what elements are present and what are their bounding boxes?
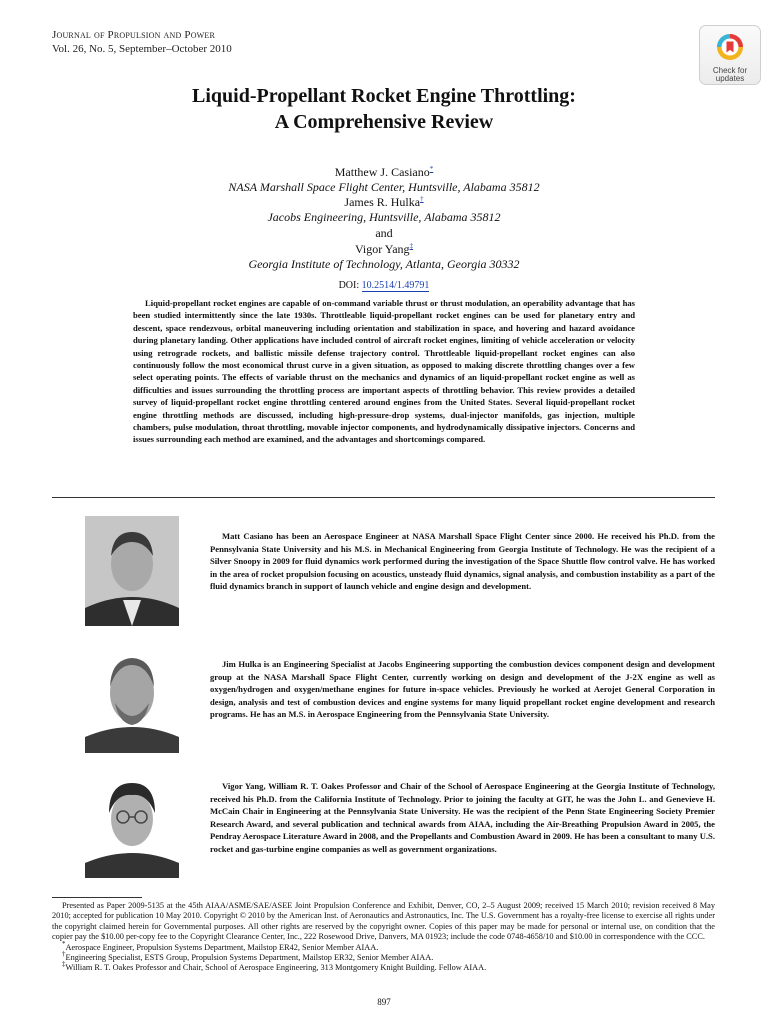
journal-name: Journal of Propulsion and Power [52,29,216,41]
divider [52,497,715,498]
crossmark-icon [715,32,745,62]
author-name-1: Matthew J. Casiano* [334,165,434,179]
title-line2: A Comprehensive Review [274,111,494,133]
journal-volume: Vol. 26, No. 5, September–October 2010 [52,43,232,55]
author-photo-casiano [85,516,179,626]
doi-label: DOI: [338,280,362,291]
footnote-1: *Aerospace Engineer, Propulsion Systems Department, Mailstop ER42, Senior Member AIAA. [62,939,379,952]
author-mark-3[interactable]: ‡ [409,242,414,250]
bio-hulka: Jim Hulka is an Engineering Specialist at Jacobs Engineering supporting the combustion devices component design and development group at the NASA Marshall Space Flight Center, currently working on design and development of the J-2X engine as well as oxygen/hydrogen and oxygen/methane engines for future in-space vehicles. Previously he worked at Aerojet General Corporation in design, analysis and test of combustion devices and engine systems for many liquid propellant rocket engine development and research programs. He has an M.S. in Aerospace Engineering from the Pennsylvania State University. [210,659,715,720]
title-line1: Liquid-Propellant Rocket Engine Throttling: [192,85,576,107]
badge-line2: updates [715,74,745,83]
check-for-updates-badge[interactable] [699,25,761,85]
footnote-2: †Engineering Specialist, ESTS Group, Propulsion Systems Department, Mailstop ER32, Senior Member AIAA. [62,950,434,963]
author-name-3: Vigor Yang‡ [354,242,414,256]
doi-line [0,278,768,293]
bio-casiano: Matt Casiano has been an Aerospace Engineer at NASA Marshall Space Flight Center since 2000. He received his Ph.D. from the Pennsylvania State University and his M.S. in Mechanical Engineering from Georgia Institute of Technology. He was the recipient of a Silver Snoopy in 2009 for fluid dynamics work performed during the investigation of the Space Shuttle flow control valve. He has worked in the area of rocket propulsion focusing on acoustics, unsteady fluid dynamics, signal analysis, and combustion instability as a part of the fluid dynamics branch in support of launch vehicle and engine design and development. [210,531,715,592]
author-name-2: James R. Hulka† [344,195,424,209]
footnote-divider [52,897,142,898]
author-photo-hulka [85,643,179,753]
author-photo-yang [85,769,179,878]
author-affiliation-3: Georgia Institute of Technology, Atlanta, Georgia 30332 [248,257,520,271]
journal-header [52,28,232,56]
author-affiliation-2: Jacobs Engineering, Huntsville, Alabama 35812 [267,210,501,224]
footnote-3: ‡William R. T. Oakes Professor and Chair, School of Aerospace Engineering, 313 Montgomery Knight Building. Fellow AIAA. [62,960,487,973]
footnotes [52,901,715,974]
paper-title [0,83,768,135]
author-affiliation-1: NASA Marshall Space Flight Center, Huntsville, Alabama 35812 [228,180,540,194]
author-mark-1[interactable]: * [429,165,434,173]
footnote-presented: Presented as Paper 2009-5135 at the 45th AIAA/ASME/SAE/ASEE Joint Propulsion Conference and Exhibit, Denver, CO, 2–5 August 2009; received 15 March 2010; revision received 8 May 2010; accepted for publication 10 May 2010. Copyright © 2010 by the American Inst. of Aeronautics and Astronautics, Inc. The U.S. Government has a royalty-free license to exercise all rights under the copyright claimed herein for Governmental purposes. All other rights are reserved by the copyright owner. Copies of this paper may be made for personal or internal use, on condition that the copier pay the $10.00 per-copy fee to the Copyright Clearance Center, Inc., 222 Rosewood Drive, Danvers, MA 01923; include the code 0748-4658/10 and $10.00 in correspondence with the CCC. [52,901,715,942]
author-mark-2[interactable]: † [420,195,424,203]
doi-link[interactable]: 10.2514/1.49791 [361,280,430,291]
and-separator: and [375,226,393,240]
page-number: 897 [377,997,391,1007]
badge-line1: Check for [712,66,748,75]
bio-yang: Vigor Yang, William R. T. Oakes Professor and Chair of the School of Aerospace Engineering at the Georgia Institute of Technology, received his Ph.D. from the California Institute of Technology. Prior to joining the faculty at GIT, he was the John L. and Genevieve H. McCain Chair in Engineering at the Pennsylvania State University. He was the recipient of the Penn State Engineering Society Premier Research Award, and several publication and technical awards from AIAA, including the Air-Breathing Propulsion Award in 2005, the Pendray Aerospace Literature Award in 2008, and the Propellants and Combustion Award in 2009. He has been a consultant to many U.S. rocket and gas-turbine engine companies as well as government organizations. [210,781,715,854]
abstract: Liquid-propellant rocket engines are capable of on-command variable thrust or thrust modulation, an operability advantage that has been studied intermittently since the late 1930s. Throttleable liquid-propellant rocket engines can be used for planetary entry and descent, space rendezvous, orbital maneuvering including orientation and stabilization in space, and hovering and hazard avoidance during planetary landing. Other applications have included control of aircraft rocket engines, limiting of vehicle acceleration or velocity using retrograde rockets, and ballistic missile defense trajectory control. Throttleable liquid-propellant rocket engines can also continuously follow the most economical thrust curve in a given situation, as opposed to making discrete throttling changes over a few select operating points. The effects of variable thrust on the mechanics and dynamics of an liquid-propellant rocket engine as well as difficulties and issues surrounding the throttling process are important aspects of throttling behavior. This review provides a detailed survey of liquid-propellant rocket engine throttling centered around engines from the United States. Several liquid-propellant rocket engine throttling methods are discussed, including high-pressure-drop systems, dual-injector manifolds, gas injection, multiple chambers, pulse modulation, throat throttling, movable injector components, and hydrodynamically dissipative injectors. Concerns and issues surrounding each method are examined, and the advantages and shortcomings compared. [133,298,635,445]
